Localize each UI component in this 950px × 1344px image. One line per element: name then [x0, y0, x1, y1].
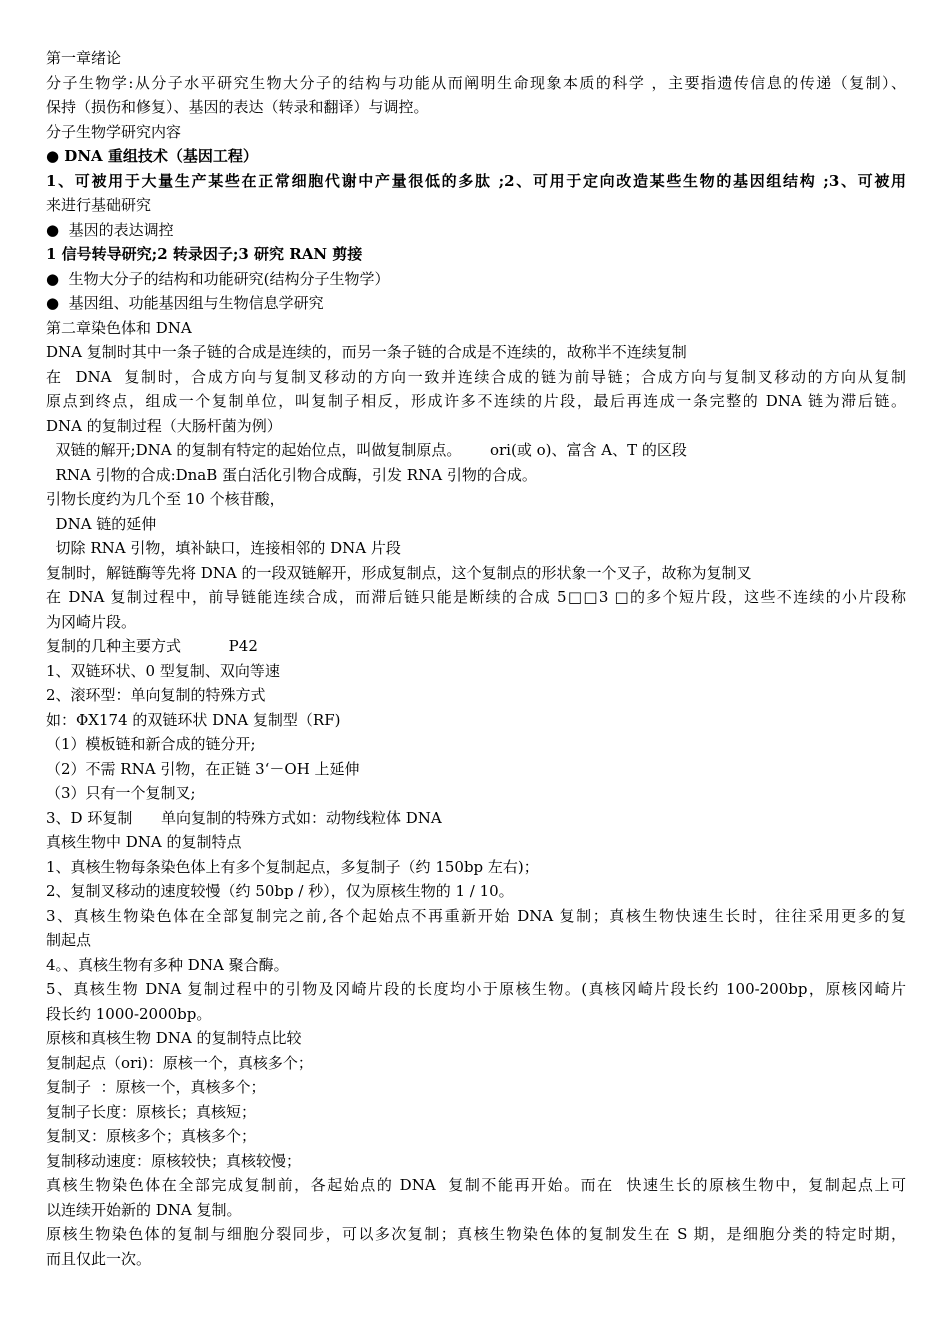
section-heading: 复制的几种主要方式 P42: [46, 637, 258, 655]
list-item: （3）只有一个复制叉;: [46, 784, 196, 802]
section-heading: 原核和真核生物 DNA 的复制特点比较: [46, 1029, 302, 1047]
list-item: 2、滚环型：单向复制的特殊方式: [46, 686, 266, 704]
list-item: （1）模板链和新合成的链分开;: [46, 735, 256, 753]
list-item: （2）不需 RNA 引物，在正链 3‘－OH 上延伸: [46, 759, 360, 778]
text-line: 以连续开始新的 DNA 复制。: [46, 1200, 242, 1219]
text-line: 原核生物染色体的复制与细胞分裂同步，可以多次复制；真核生物染色体的复制发生在 S 期，是细胞分类的特定时期，: [46, 1225, 906, 1243]
comparison-item: 复制移动速度：原核较快；真核较慢；: [46, 1151, 302, 1170]
text-line: 引物长度约为几个至 10 个核苷酸，: [46, 490, 285, 508]
bullet-item: ● DNA 重组技术（基因工程）: [46, 147, 258, 165]
list-item: 2、复制叉移动的速度较慢（约 50bp / 秒），仅为原核生物的 1 / 10。: [46, 882, 514, 900]
comparison-item: 复制子长度：原核长；真核短；: [46, 1102, 257, 1121]
text-line: 原点到终点，组成一个复制单位，叫复制子相反，形成许多不连续的片段，最后再连成一条完整的 DNA 链为滞后链。: [46, 392, 906, 410]
definition-line: 分子生物学:从分子水平研究生物大分子的结构与功能从而阐明生命现象本质的科学 ，主要指遗传信息的传递（复制）、: [46, 73, 906, 92]
text-line: 为冈崎片段。: [46, 612, 137, 631]
text-line: 双链的解开;DNA 的复制有特定的起始位点，叫做复制原点。 ori(或 o)、富含 A、T 的区段: [46, 441, 687, 459]
text-line: 段长约 1000-2000bp。: [46, 1004, 212, 1023]
comparison-item: 复制子 ：原核一个，真核多个；: [46, 1078, 266, 1096]
list-item: 4。、真核生物有多种 DNA 聚合酶。: [46, 955, 289, 974]
list-item: 5、真核生物 DNA 复制过程中的引物及冈崎片段的长度均小于原核生物。(真核冈崎片段长约 100-200bp，原核冈崎片: [46, 980, 906, 998]
text-line: 制起点: [46, 931, 92, 949]
text-line: 来进行基础研究: [46, 196, 152, 214]
list-item: 3、D 环复制 单向复制的特殊方式如：动物线粒体 DNA: [46, 808, 442, 827]
text-line: 在 DNA 复制过程中，前导链能连续合成，而滞后链只能是断续的合成 5□□3 □的多个短片段，这些不连续的小片段称: [46, 588, 906, 606]
section-heading: DNA 的复制过程（大肠杆菌为例）: [46, 416, 282, 435]
bullet-item: ● 生物大分子的结构和功能研究(结构分子生物学）: [46, 269, 390, 288]
text-line: 而且仅此一次。: [46, 1249, 152, 1268]
list-item: 1、真核生物每条染色体上有多个复制起点，多复制子（约 150bp 左右)；: [46, 857, 539, 876]
list-item: 3、真核生物染色体在全部复制完之前,各个起始点不再重新开始 DNA 复制；真核生物快速生长时，往往采用更多的复: [46, 906, 906, 925]
chapter-1-title: 第一章绪论: [46, 49, 122, 67]
bullet-item: ● 基因的表达调控: [46, 220, 174, 239]
bullet-item: ● 基因组、功能基因组与生物信息学研究: [46, 294, 324, 312]
definition-line: 保持（损伤和修复）、基因的表达（转录和翻译）与调控。: [46, 98, 429, 116]
text-line: RNA 引物的合成:DnaB 蛋白活化引物合成酶，引发 RNA 引物的合成。: [46, 465, 537, 484]
text-line: 复制时，解链酶等先将 DNA 的一段双链解开，形成复制点，这个复制点的形状象一个叉子，故称为复制叉: [46, 563, 752, 582]
comparison-item: 复制叉：原核多个；真核多个；: [46, 1127, 257, 1145]
text-line: 1 信号转导研究;2 转录因子;3 研究 RAN 剪接: [46, 245, 363, 263]
text-line: 真核生物染色体在全部完成复制前，各起始点的 DNA 复制不能再开始。而在 快速生长的原核生物中，复制起点上可: [46, 1176, 906, 1194]
text-line: 在 DNA 复制时，合成方向与复制叉移动的方向一致并连续合成的链为前导链；合成方向与复制叉移动的方向从复制: [46, 367, 906, 386]
list-item: 1、双链环状、0 型复制、双向等速: [46, 661, 280, 680]
text-line: 切除 RNA 引物，填补缺口，连接相邻的 DNA 片段: [46, 539, 401, 557]
section-heading: 分子生物学研究内容: [46, 122, 182, 141]
section-heading: 真核生物中 DNA 的复制特点: [46, 833, 242, 851]
text-line: DNA 复制时其中一条子链的合成是连续的，而另一条子链的合成是不连续的，故称半不连续复制: [46, 343, 687, 361]
comparison-item: 复制起点（ori)：原核一个，真核多个；: [46, 1053, 313, 1072]
text-line: 1、可被用于大量生产某些在正常细胞代谢中产量很低的多肽 ;2、可用于定向改造某些生物的基因组结构 ;3、可被用: [46, 171, 906, 190]
text-line: 如：ΦX174 的双链环状 DNA 复制型（RF): [46, 710, 341, 729]
text-line: DNA 链的延伸: [46, 514, 157, 533]
chapter-2-title: 第二章染色体和 DNA: [46, 318, 192, 337]
